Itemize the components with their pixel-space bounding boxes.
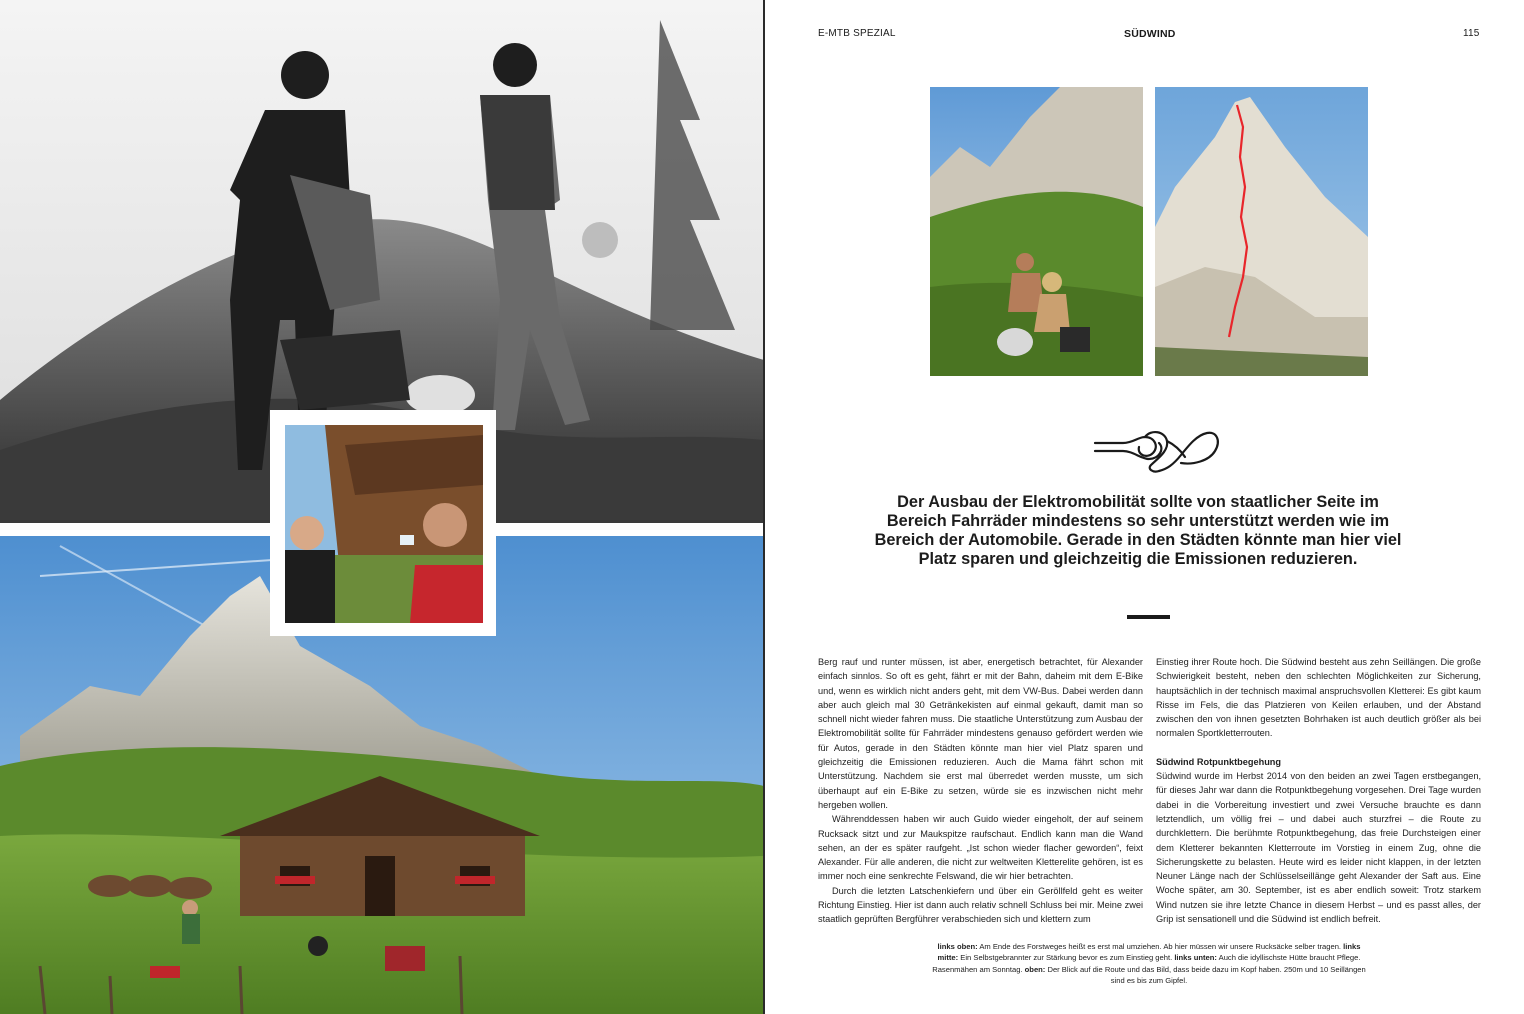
paragraph: Einstieg ihrer Route hoch. Die Südwind besteht aus zehn Seillängen. Die große Schwierigkeit besteht, neben den schlechten Möglichkeiten zur Sicherung, hauptsächlich in der technisch maximal anspruchsvollen Kletterei: Es gibt kaum Risse im Fels, die das Platzieren von Keilen erlauben, und der Abstand zwischen den von ihnen gesetzten Bohrhaken ist auch deutlich größer als bei normalen Sportkletterrouten. — [1156, 657, 1481, 739]
caption-text: Auch die idyllischste Hütte braucht Pflege. Rasenmähen am Sonntag. — [932, 953, 1361, 974]
body-column-right — [1156, 655, 1481, 926]
pull-quote: Der Ausbau der Elektromobilität sollte von staatlicher Seite im Bereich Fahrräder mindestens so sehr unterstützt werden wie im Bereich der Automobile. Gerade in den Städten könnte man hier viel Platz sparen und gleichzeitig die Emissionen reduzieren. — [874, 493, 1402, 568]
caption-text: Am Ende des Forstweges heißt es erst mal umziehen. Ab hier müssen wir unsere Rucksäcke selber tragen. — [977, 942, 1344, 951]
article-title: SÜDWIND — [1124, 28, 1176, 40]
caption-label: links mitte: — [937, 942, 1361, 963]
section-label: E-MTB SPEZIAL — [818, 28, 896, 39]
paragraph: Südwind wurde im Herbst 2014 von den beiden an zwei Tagen erstbegangen, für dieses Jahr war dann die Rotpunktbegehung vorgesehen. Drei Tage wurden dabei in die Vorbereitung investiert und zwei Versuche brauchte es dann letztendlich, um völlig frei – und dabei auch sturzfrei – die Route zu durchklettern. Die berühmte Rotpunktbegehung, das freie Durchsteigen einer dem Kletterer bekannten Kletterroute im Vorstieg in einem Zug, ohne die Sicherungskette zu belasten. Heute wird es leider nicht klappen, in der letzten Neuner Länge nach der Schlüsselseillänge geht Alexander der Saft aus. Eine Woche später, am 30. September, ist es aber endlich soweit: Trotz starkem Wind nutzen sie ihre letzte Chance in diesem Herbst – und es passt alles, der Grip ist sensationell und die Südwind ist endlich befreit. — [1156, 771, 1481, 925]
caption-label: links unten: — [1174, 953, 1217, 963]
photo-route-topo — [1155, 87, 1368, 376]
caption-label: links oben: — [937, 942, 978, 951]
paragraph: Währenddessen haben wir auch Guido wieder eingeholt, der auf seinem Rucksack sitzt und zur Maukspitze raufschaut. Endlich kann man die Wand sehen, an der es später raufgeht. „Ist schon wieder flacher geworden“, feixt Alexander. Für alle anderen, die nicht zur weltweiten Kletterelite gehören, ist es immer noch eine senkrechte Felswand, die wir hier betrachten. — [818, 814, 1143, 882]
rope-knot-icon — [1093, 425, 1221, 475]
photo-inset-toast — [285, 425, 483, 623]
paragraph: Berg rauf und runter müssen, ist aber, energetisch betrachtet, für Alexander einfach sinnlos. So oft es geht, fährt er mit der Bahn, daheim mit dem E-Bike und, wenn es wirklich nicht anders geht, mit dem VW-Bus. Dabei werden dann aber auch gleich mal 30 Getränkekisten auf einmal gekauft, damit man so schnell nicht wieder fahren muss. Die staatliche Unterstützung zum Ausbau der Elektromobilität sollte für Fahrräder mindestens genauso gefördert werden wie für Autos, gerade in den Städten könnte man hier viel Platz sparen und gleichzeitig die Emissionen reduzieren. Auch die Mama fährt schon mit Unterstützung. Nachdem sie erst mal überredet werden musste, um sich überhaupt auf ein E-Bike zu setzen, würde sie es inzwischen nicht mehr hergeben wollen. — [818, 657, 1143, 810]
caption-text: Ein Selbstgebrannter zur Stärkung bevor es zum Einstieg geht. — [958, 953, 1175, 963]
caption-text: Der Blick auf die Route und das Bild, dass beide dazu im Kopf haben. 250m und 10 Seillängen sind es bis zum Gipfel. — [1045, 964, 1366, 986]
subheading: Südwind Rotpunktbegehung — [1156, 756, 1282, 767]
caption-label: oben: — [1024, 964, 1046, 974]
photo-climbers-resting — [930, 87, 1143, 376]
page-number: 115 — [1463, 28, 1480, 39]
photo-captions — [930, 941, 1368, 987]
section-divider — [1127, 615, 1170, 619]
body-column-left — [818, 655, 1143, 927]
paragraph: Durch die letzten Latschenkiefern und über ein Geröllfeld geht es weiter Richtung Einstieg. Hier ist dann auch relativ schnell Schluss bei mir. Meine zwei staatlich geprüften Bergführer verabschieden sich und klettern zum — [818, 885, 1143, 925]
